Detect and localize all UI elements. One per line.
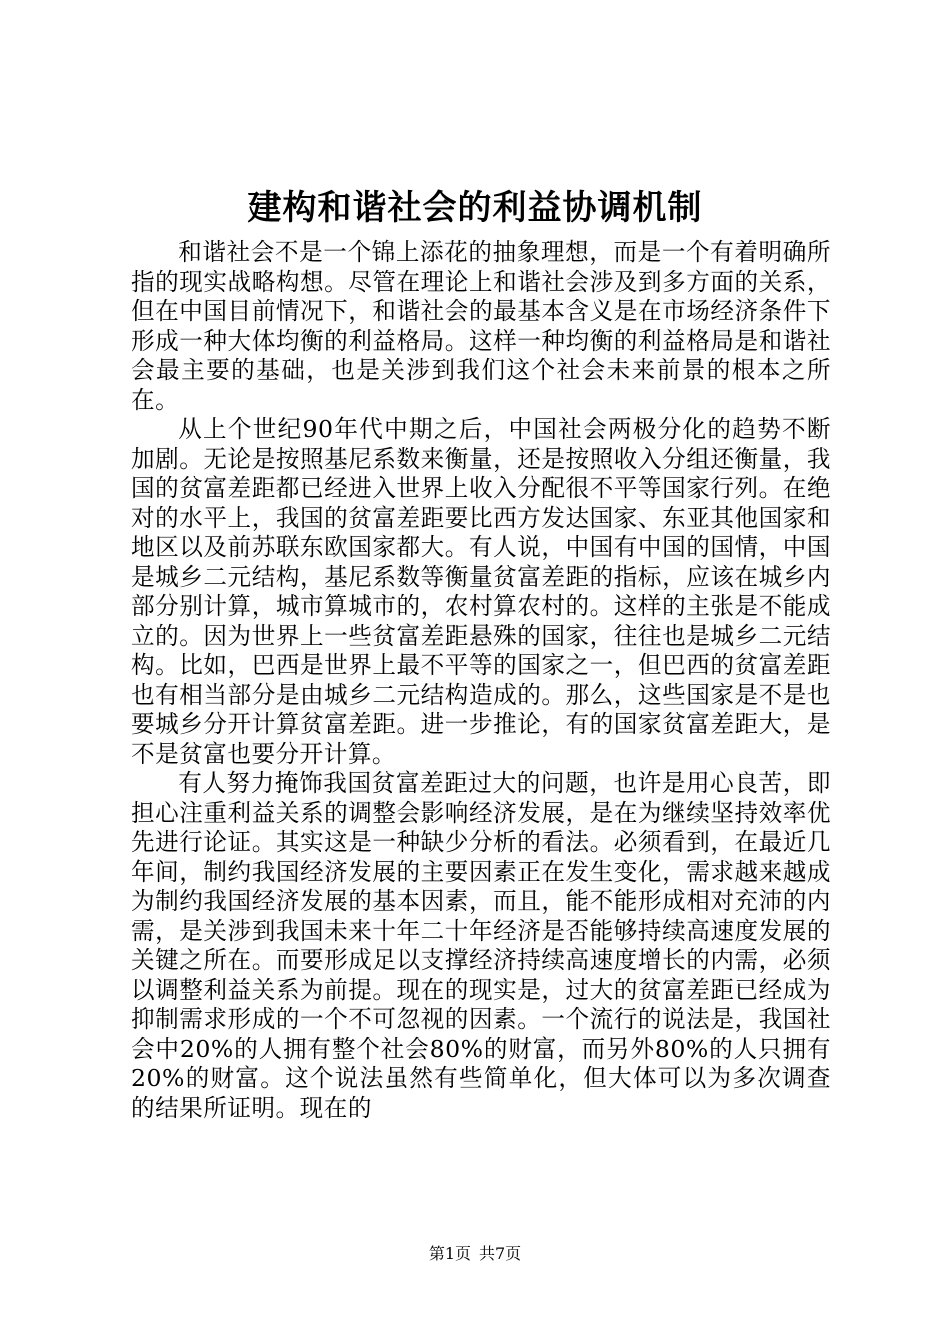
page-footer <box>0 1243 950 1265</box>
page-number: 第1页 <box>428 1244 471 1263</box>
page-total: 共7页 <box>479 1244 522 1263</box>
document-body <box>131 238 831 1123</box>
paragraph-3: 有人努力掩饰我国贫富差距过大的问题，也许是用心良苦，即担心注重利益关系的调整会影响经济发展，是在为继续坚持效率优先进行论证。其实这是一种缺少分析的看法。必须看到，在最近几年间，制约我国经济发展的主要因素正在发生变化，需求越来越成为制约我国经济发展的基本因素，而且，能不能形成相对充沛的内需，是关涉到我国未来十年二十年经济是否能够持续高速度发展的关键之所在。而要形成足以支撑经济持续高速度增长的内需，必须以调整利益关系为前提。现在的现实是，过大的贫富差距已经成为抑制需求形成的一个不可忽视的因素。一个流行的说法是，我国社会中20%的人拥有整个社会80%的财富，而另外80%的人只拥有20%的财富。这个说法虽然有些简单化，但大体可以为多次调查的结果所证明。现在的 <box>131 769 831 1122</box>
paragraph-1: 和谐社会不是一个锦上添花的抽象理想，而是一个有着明确所指的现实战略构想。尽管在理论上和谐社会涉及到多方面的关系，但在中国目前情况下，和谐社会的最基本含义是在市场经济条件下形成一种大体均衡的利益格局。这样一种均衡的利益格局是和谐社会最主要的基础，也是关涉到我们这个社会未来前景的根本之所在。 <box>131 238 831 414</box>
paragraph-2: 从上个世纪90年代中期之后，中国社会两极分化的趋势不断加剧。无论是按照基尼系数来衡量，还是按照收入分组还衡量，我国的贫富差距都已经进入世界上收入分配很不平等国家行列。在绝对的水平上，我国的贫富差距要比西方发达国家、东亚其他国家和地区以及前苏联东欧国家都大。有人说，中国有中国的国情，中国是城乡二元结构，基尼系数等衡量贫富差距的指标，应该在城乡内部分别计算，城市算城市的，农村算农村的。这样的主张是不能成立的。因为世界上一些贫富差距悬殊的国家，往往也是城乡二元结构。比如，巴西是世界上最不平等的国家之一，但巴西的贫富差距也有相当部分是由城乡二元结构造成的。那么，这些国家是不是也要城乡分开计算贫富差距。进一步推论，有的国家贫富差距大，是不是贫富也要分开计算。 <box>131 415 831 768</box>
document-title: 建构和谐社会的利益协调机制 <box>247 188 703 228</box>
